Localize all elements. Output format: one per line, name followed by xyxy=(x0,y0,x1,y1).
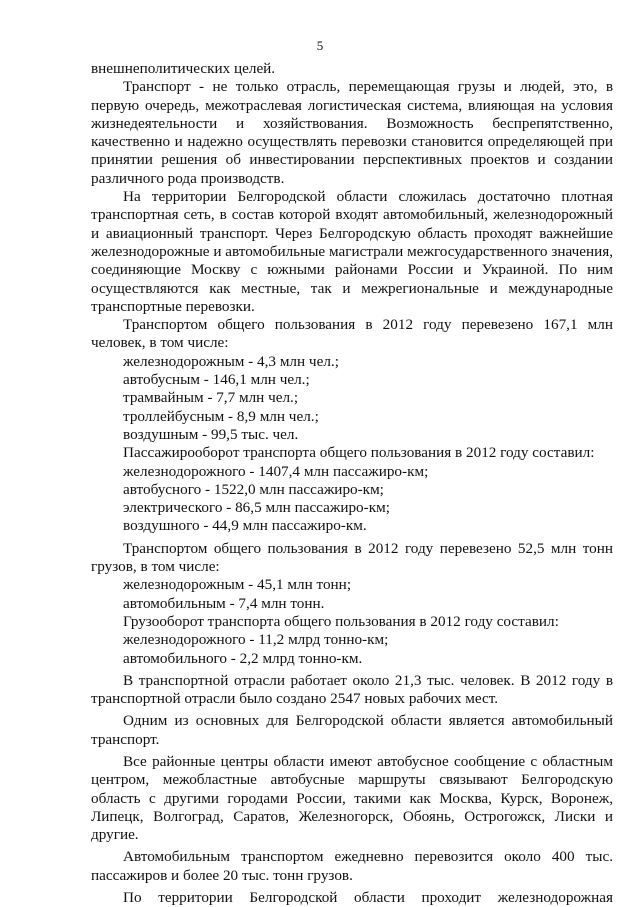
list-item: железнодорожным - 45,1 млн тонн; xyxy=(123,576,352,594)
list-item: железнодорожного - 11,2 млрд тонно-км; xyxy=(123,631,389,649)
paragraph-road-transport: Одним из основных для Белгородской области является автомобильный транспорт. xyxy=(91,712,613,748)
page-number: 5 xyxy=(316,38,324,53)
paragraph-transport-definition: Транспорт - не только отрасль, перемещающая грузы и людей, это, в первую очередь, межотраслевая логистическая система, влияющая на условия жизнедеятельности и хозяйствования. Возможность беспрепятственно, качественно и надежно осуществлять перевозки становится определяющей при принятии решения об инвестировании перспективных проектов и создании различного рода производств. xyxy=(91,78,613,187)
paragraph-railway: По территории Белгородской области проходит железнодорожная xyxy=(123,889,613,907)
list-item: воздушного - 44,9 млн пассажиро-км. xyxy=(123,517,367,535)
paragraph-daily-traffic: Автомобильным транспортом ежедневно перевозится около 400 тыс. пассажиров и более 20 тыс. тонн грузов. xyxy=(91,848,613,884)
list-item: автобусного - 1522,0 млн пассажиро-км; xyxy=(123,480,384,498)
paragraph-continuation: внешнеполитических целей. xyxy=(91,60,276,77)
list-item: трамвайным - 7,7 млн чел.; xyxy=(123,389,299,407)
paragraph-passenger-turnover: Пассажирооборот транспорта общего пользования в 2012 году составил: xyxy=(123,444,595,462)
list-item: электрического - 86,5 млн пассажиро-км; xyxy=(123,499,390,517)
paragraph-employment: В транспортной отрасли работает около 21,3 тыс. человек. В 2012 году в транспортной отрасли было создано 2547 новых рабочих мест. xyxy=(91,671,613,708)
list-item: автобусным - 146,1 млн чел.; xyxy=(123,371,310,389)
list-item: воздушным - 99,5 тыс. чел. xyxy=(123,425,299,443)
list-item: троллейбусным - 8,9 млн чел.; xyxy=(123,407,319,425)
paragraph-passengers-intro: Транспортом общего пользования в 2012 году перевезено 167,1 млн человек, в том числе: xyxy=(91,316,613,352)
list-item: автомобильного - 2,2 млрд тонно-км. xyxy=(123,649,363,667)
document-body xyxy=(91,60,613,907)
list-item: автомобильным - 7,4 млн тонн. xyxy=(123,594,325,612)
paragraph-freight-turnover: Грузооборот транспорта общего пользования в 2012 году составил: xyxy=(123,612,559,630)
list-item: железнодорожного - 1407,4 млн пассажиро-км; xyxy=(123,462,429,480)
paragraph-bus-routes: Все районные центры области имеют автобусное сообщение с областным центром, межобластные автобусные маршруты связывают Белгородскую область с другими городами России, такими как Москва, Курск, Воронеж, Липецк, Волгоград, Саратов, Железногорск, Обоянь, Острогожск, Лиски и другие. xyxy=(91,752,613,844)
paragraph-transport-network: На территории Белгородской области сложилась достаточно плотная транспортная сеть, в состав которой входят автомобильный, железнодорожный и авиационный транспорт. Через Белгородскую область проходят важнейшие железнодорожные и автомобильные магистрали межгосударственного значения, соединяющие Москву с южными районами России и Украиной. По ним осуществляются как местные, так и межрегиональные и международные транспортные перевозки. xyxy=(91,188,613,315)
paragraph-freight-intro: Транспортом общего пользования в 2012 году перевезено 52,5 млн тонн грузов, в том числе: xyxy=(91,539,613,576)
list-item: железнодорожным - 4,3 млн чел.; xyxy=(123,352,339,370)
